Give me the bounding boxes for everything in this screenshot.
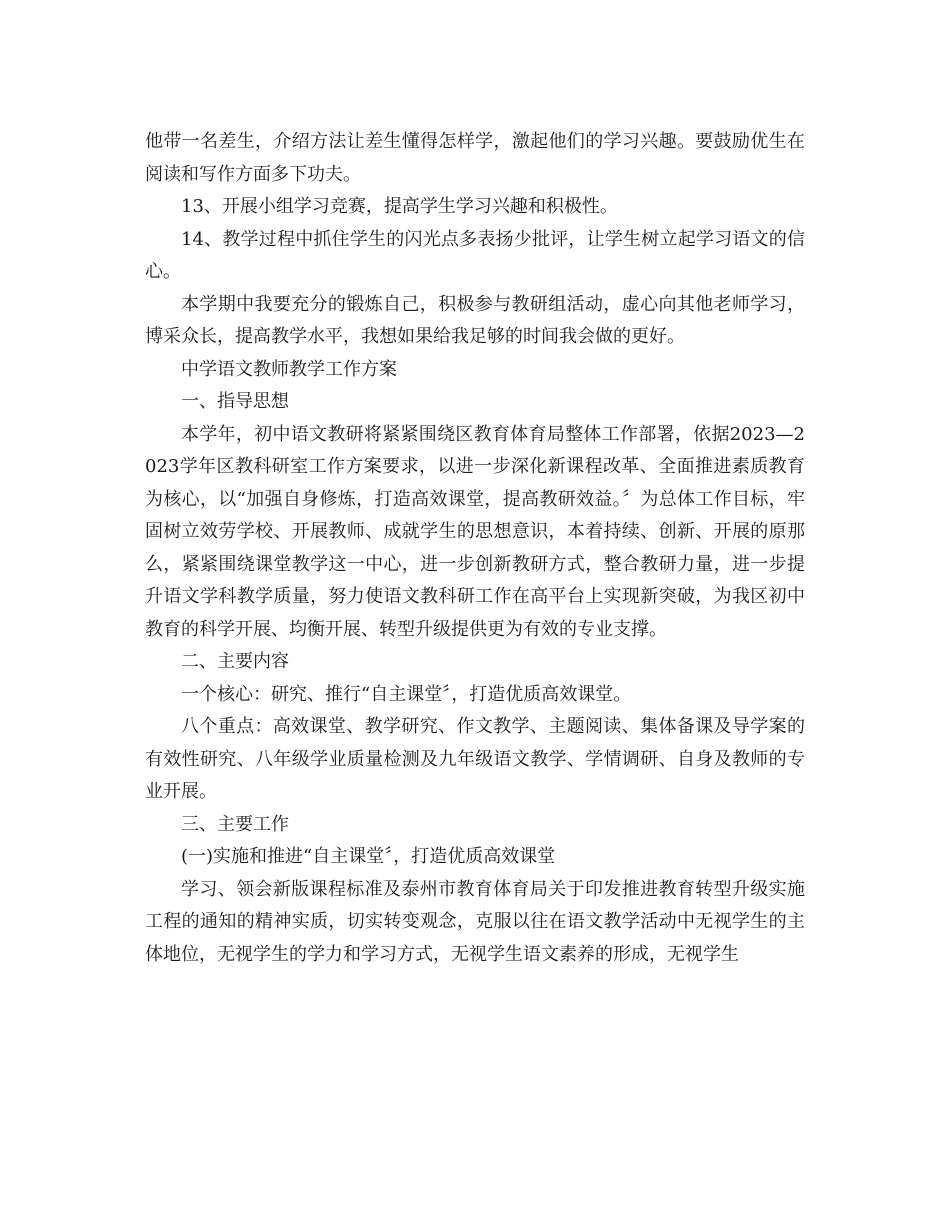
paragraph-guiding-ideas: 本学年，初中语文教研将紧紧围绕区教育体育局整体工作部署，依据2023—2023学年区教科研室工作方案要求，以进一步深化新课程改革、全面推进素质教育为核心，以“加强自身修炼，打造高效课堂，提高教研效益。〞为总体工作目标，牢固树立效劳学校、开展教师、成就学生的思想意识，本着持续、创新、开展的原那么，紧紧围绕课堂教学这一中心，进一步创新教研方式，整合教研力量，进一步提升语文学科教学质量，努力使语文教科研工作在高平台上实现新突破，为我区初中教育的科学开展、均衡开展、转型升级提供更为有效的专业支撑。 — [145, 423, 805, 640]
paragraph-3: 14、教学过程中抓住学生的闪光点多表扬少批评，让学生树立起学习语文的信心。 — [145, 228, 805, 282]
paragraph-one-core: 一个核心：研究、推行“自主课堂〞，打造优质高效课堂。 — [181, 683, 632, 705]
subheading-work-1: (一)实施和推进“自主课堂〞，打造优质高效课堂 — [181, 846, 556, 867]
paragraph-4: 本学期中我要充分的锻炼自己，积极参与教研组活动，虚心向其他老师学习，博采众长，提高教学水平，我想如果给我足够的时间我会做的更好。 — [145, 293, 805, 347]
heading-main-work: 三、主要工作 — [181, 813, 289, 835]
heading-main-content: 二、主要内容 — [181, 651, 289, 672]
paragraph-work-1: 学习、领会新版课程标准及泰州市教育体育局关于印发推进教育转型升级实施工程的通知的精神实质，切实转变观念，克服以往在语文教学活动中无视学生的主体地位，无视学生的学力和学习方式，无视学生语文素养的形成，无视学生 — [145, 878, 805, 965]
paragraph-eight-focus: 八个重点：高效课堂、教学研究、作文教学、主题阅读、集体备课及导学案的有效性研究、八年级学业质量检测及九年级语文教学、学情调研、自身及教师的专业开展。 — [145, 716, 805, 802]
document-body — [145, 126, 805, 971]
paragraph-1: 他带一名差生，介绍方法让差生懂得怎样学，激起他们的学习兴趣。要鼓励优生在阅读和写作方面多下功夫。 — [145, 131, 805, 185]
section-title: 中学语文教师教学工作方案 — [181, 358, 397, 380]
paragraph-2: 13、开展小组学习竞赛，提高学生学习兴趣和积极性。 — [181, 196, 618, 217]
heading-guiding-ideas: 一、指导思想 — [181, 391, 289, 412]
